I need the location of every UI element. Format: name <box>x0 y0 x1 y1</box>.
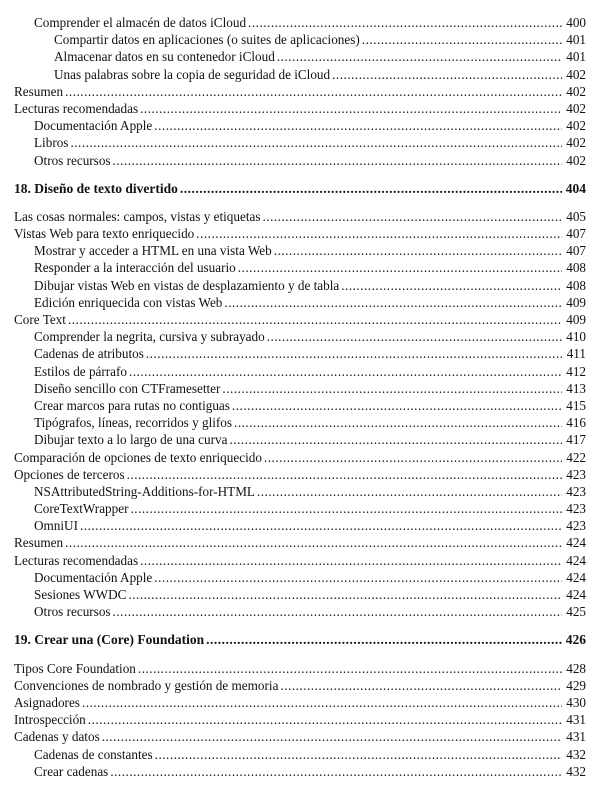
toc-entry-page-number: 405 <box>566 208 586 224</box>
dot-leader <box>138 660 562 677</box>
toc-entry-title: Comprender la negrita, cursiva y subrayado <box>34 329 265 345</box>
dot-leader <box>65 534 562 551</box>
toc-entry[interactable] <box>14 14 586 31</box>
toc-entry[interactable] <box>14 242 586 259</box>
chapter-gap <box>14 620 586 631</box>
toc-entry-page-number: 402 <box>566 83 586 99</box>
toc-entry-title: Introspección <box>14 712 86 728</box>
chapter-gap <box>14 169 586 180</box>
toc-entry[interactable] <box>14 363 586 380</box>
toc-entry-page-number: 424 <box>566 569 586 585</box>
toc-entry[interactable] <box>14 677 586 694</box>
toc-entry-page-number: 407 <box>566 226 586 242</box>
toc-entry-page-number: 401 <box>566 32 586 48</box>
toc-entry-title: Comprender el almacén de datos iCloud <box>34 15 247 30</box>
toc-entry-page-number: 424 <box>566 587 586 602</box>
toc-entry[interactable] <box>14 603 586 620</box>
toc-entry-page-number: 412 <box>566 363 586 379</box>
toc-entry[interactable] <box>14 311 586 328</box>
toc-entry-title: Asignadores <box>14 694 80 710</box>
toc-entry[interactable] <box>14 208 586 225</box>
toc-entry[interactable] <box>14 660 586 677</box>
dot-leader <box>264 449 562 466</box>
toc-entry-page-number: 428 <box>566 660 586 676</box>
dot-leader <box>88 711 562 728</box>
dot-leader <box>262 208 562 225</box>
toc-entry[interactable] <box>14 397 586 414</box>
toc-entry-title: Estilos de párrafo <box>34 363 128 379</box>
toc-entry-title: Edición enriquecida con vistas Web <box>34 294 223 310</box>
dot-leader <box>80 517 562 534</box>
toc-entry-title: Cadenas de constantes <box>34 746 153 762</box>
toc-entry[interactable] <box>14 83 586 100</box>
toc-entry-page-number: 417 <box>566 432 586 448</box>
dot-leader <box>277 48 562 65</box>
chapter-gap <box>14 649 586 660</box>
toc-entry-title: OmniUI <box>34 518 78 534</box>
toc-entry-page-number: 409 <box>566 312 586 327</box>
dot-leader <box>196 225 562 242</box>
toc-entry[interactable] <box>14 534 586 551</box>
dot-leader <box>224 294 562 311</box>
toc-entry-page-number: 415 <box>566 397 586 413</box>
toc-entry-title: Responder a la interacción del usuario <box>34 260 236 276</box>
dot-leader <box>341 277 562 294</box>
toc-entry-title: Libros <box>34 135 69 151</box>
dot-leader <box>155 746 562 763</box>
toc-entry-page-number: 432 <box>566 763 586 779</box>
dot-leader <box>229 431 562 448</box>
toc-entry-title: Resumen <box>14 535 64 551</box>
toc-entry[interactable] <box>14 586 586 603</box>
toc-entry-page-number: 400 <box>566 15 586 30</box>
toc-entry-page-number: 423 <box>566 518 586 534</box>
toc-entry-page-number: 402 <box>566 118 586 134</box>
toc-entry-page-number: 402 <box>566 135 586 151</box>
toc-entry-title: Otros recursos <box>34 152 111 168</box>
toc-entry[interactable] <box>14 728 586 745</box>
toc-entry-title: Unas palabras sobre la copia de seguridad de iCloud <box>54 66 331 82</box>
toc-entry[interactable] <box>14 152 586 169</box>
toc-entry-page-number: 411 <box>566 346 586 362</box>
dot-leader <box>82 694 562 711</box>
toc-entry-page-number: 404 <box>565 180 586 196</box>
dot-leader <box>238 259 562 276</box>
toc-entry-page-number: 408 <box>566 260 586 276</box>
toc-entry-title: Compartir datos en aplicaciones (o suites de aplicaciones) <box>54 32 360 48</box>
dot-leader <box>68 311 562 328</box>
toc-entry-title: Dibujar texto a lo largo de una curva <box>34 432 228 448</box>
dot-leader <box>140 100 562 117</box>
toc-entry[interactable] <box>14 345 586 362</box>
toc-chapter-entry[interactable] <box>14 631 586 648</box>
toc-entry-title: Resumen <box>14 83 64 99</box>
dot-leader <box>362 31 562 48</box>
toc-entry-title: Convenciones de nombrado y gestión de memoria <box>14 677 279 693</box>
toc-entry[interactable] <box>14 746 586 763</box>
toc-entry[interactable] <box>14 711 586 728</box>
toc-entry-title: Otros recursos <box>34 604 111 620</box>
toc-entry-page-number: 432 <box>566 746 586 762</box>
toc-entry-page-number: 422 <box>566 449 586 465</box>
toc-entry-title: Vistas Web para texto enriquecido <box>14 226 195 242</box>
dot-leader <box>128 586 562 603</box>
dot-leader <box>65 83 562 100</box>
dot-leader <box>280 677 562 694</box>
toc-entry-title: 19. Crear una (Core) Foundation <box>14 632 205 648</box>
toc-entry-title: Tipos Core Foundation <box>14 660 136 676</box>
dot-leader <box>257 483 562 500</box>
toc-entry-title: NSAttributedString-Additions-for-HTML <box>34 483 255 499</box>
toc-entry-page-number: 430 <box>566 694 586 710</box>
toc-entry-title: Cadenas y datos <box>14 729 100 745</box>
toc-entry-page-number: 426 <box>565 632 586 648</box>
toc-entry[interactable] <box>14 694 586 711</box>
toc-entry[interactable] <box>14 259 586 276</box>
toc-entry-title: CoreTextWrapper <box>34 501 129 517</box>
dot-leader <box>332 66 562 83</box>
toc-entry-title: Sesiones WWDC <box>34 587 127 602</box>
toc-entry-title: Documentación Apple <box>34 569 153 585</box>
toc-entry-page-number: 424 <box>566 535 586 551</box>
toc-entry[interactable] <box>14 48 586 65</box>
toc-entry-title: Opciones de terceros <box>14 466 125 482</box>
dot-leader <box>154 569 562 586</box>
toc-entry[interactable] <box>14 31 586 48</box>
toc-entry-page-number: 424 <box>566 552 586 568</box>
dot-leader <box>267 328 562 345</box>
dot-leader <box>102 728 562 745</box>
toc-entry[interactable] <box>14 66 586 83</box>
toc-entry[interactable] <box>14 328 586 345</box>
toc-entry-page-number: 413 <box>566 380 586 396</box>
toc-entry-title: Documentación Apple <box>34 118 153 134</box>
dot-leader <box>206 631 562 648</box>
toc-entry-title: Crear marcos para rutas no contiguas <box>34 397 230 413</box>
toc-entry[interactable] <box>14 134 586 151</box>
toc-entry[interactable] <box>14 763 586 780</box>
toc-entry-page-number: 423 <box>566 501 586 517</box>
toc-entry-title: Cadenas de atributos <box>34 346 144 362</box>
dot-leader <box>110 763 562 780</box>
dot-leader <box>234 414 562 431</box>
toc-entry[interactable] <box>14 552 586 569</box>
toc-entry-page-number: 425 <box>566 604 586 620</box>
dot-leader <box>127 466 562 483</box>
toc-entry-page-number: 423 <box>566 483 586 499</box>
toc-entry[interactable] <box>14 431 586 448</box>
toc-entry-page-number: 423 <box>566 466 586 482</box>
toc-entry-page-number: 429 <box>566 677 586 693</box>
toc-entry-page-number: 416 <box>566 415 586 431</box>
dot-leader <box>113 603 562 620</box>
toc-entry-page-number: 402 <box>566 100 586 116</box>
toc-entry-page-number: 402 <box>566 152 586 168</box>
dot-leader <box>129 363 562 380</box>
toc-entry-title: Lecturas recomendadas <box>14 552 139 568</box>
toc-entry-title: Core Text <box>14 312 66 327</box>
toc-entry-page-number: 408 <box>566 277 586 293</box>
toc-entry-title: Lecturas recomendadas <box>14 100 139 116</box>
toc-entry-page-number: 409 <box>566 294 586 310</box>
dot-leader <box>248 14 562 31</box>
toc-entry-title: 18. Diseño de texto divertido <box>14 180 178 196</box>
toc-entry-page-number: 410 <box>566 329 586 345</box>
toc-entry-title: Mostrar y acceder a HTML en una vista Web <box>34 243 272 259</box>
toc-entry-title: Las cosas normales: campos, vistas y etiquetas <box>14 208 261 224</box>
toc-entry-page-number: 431 <box>566 712 586 728</box>
toc-entry-page-number: 402 <box>566 66 586 82</box>
toc-entry-page-number: 407 <box>566 243 586 259</box>
dot-leader <box>130 500 562 517</box>
toc-entry-title: Crear cadenas <box>34 763 109 779</box>
toc-entry[interactable] <box>14 517 586 534</box>
toc-entry[interactable] <box>14 483 586 500</box>
toc-entry-title: Diseño sencillo con CTFramesetter <box>34 380 221 396</box>
toc-entry[interactable] <box>14 277 586 294</box>
toc-entry[interactable] <box>14 117 586 134</box>
toc-entry[interactable] <box>14 414 586 431</box>
toc-entry-title: Dibujar vistas Web en vistas de desplazamiento y de tabla <box>34 277 340 293</box>
dot-leader <box>146 345 562 362</box>
dot-leader <box>232 397 562 414</box>
toc-entry[interactable] <box>14 225 586 242</box>
dot-leader <box>113 152 562 169</box>
toc-entry[interactable] <box>14 449 586 466</box>
toc-entry-title: Almacenar datos en su contenedor iCloud <box>54 49 275 65</box>
dot-leader <box>274 242 562 259</box>
toc-entry[interactable] <box>14 100 586 117</box>
toc-entry[interactable] <box>14 466 586 483</box>
toc-entry-page-number: 431 <box>566 729 586 745</box>
dot-leader <box>222 380 562 397</box>
toc-entry[interactable] <box>14 294 586 311</box>
dot-leader <box>180 180 562 197</box>
toc-entry-title: Comparación de opciones de texto enriquecido <box>14 449 262 465</box>
toc-entry-page-number: 401 <box>566 49 586 65</box>
toc-chapter-entry[interactable] <box>14 180 586 197</box>
dot-leader <box>70 134 562 151</box>
toc-entry[interactable] <box>14 500 586 517</box>
toc-entry-title: Tipógrafos, líneas, recorridos y glifos <box>34 415 233 431</box>
dot-leader <box>154 117 562 134</box>
chapter-gap <box>14 197 586 208</box>
toc-entry[interactable] <box>14 380 586 397</box>
toc-entry[interactable] <box>14 569 586 586</box>
dot-leader <box>140 552 562 569</box>
